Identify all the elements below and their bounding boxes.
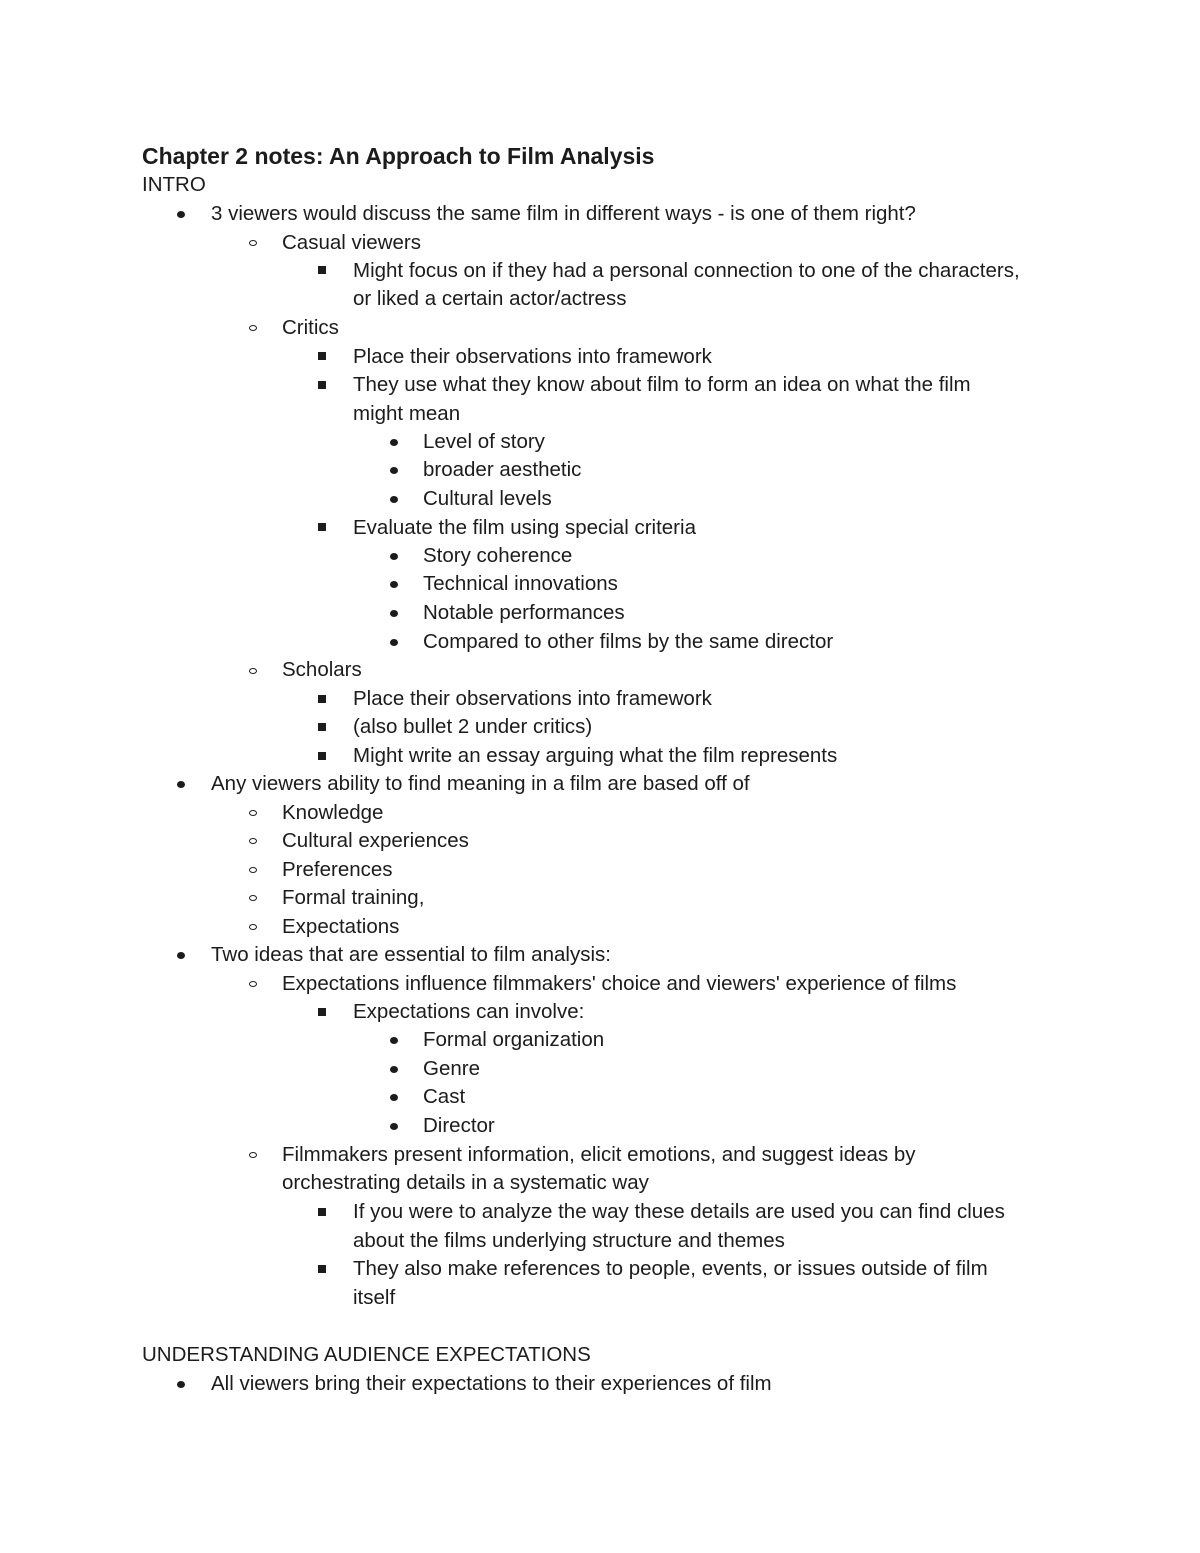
bullet-square-icon — [318, 266, 326, 274]
list-item: Might focus on if they had a personal connection to one of the characters, — [353, 259, 1020, 282]
list-item: Expectations influence filmmakers' choice and viewers' experience of films — [282, 972, 957, 995]
bullet-disc-icon — [177, 952, 185, 959]
list-item: Formal training, — [282, 886, 425, 909]
list-item: If you were to analyze the way these details are used you can find clues — [353, 1200, 1005, 1223]
list-item: Place their observations into framework — [353, 345, 712, 368]
list-item: Director — [423, 1114, 495, 1137]
bullet-square-icon — [318, 381, 326, 389]
bullet-circle-icon — [249, 1152, 257, 1158]
bullet-circle-icon — [249, 981, 257, 987]
list-item: Level of story — [423, 430, 545, 453]
bullet-disc-icon — [177, 781, 185, 788]
list-item: Story coherence — [423, 544, 573, 567]
bullet-circle-icon — [249, 838, 257, 844]
list-item: Place their observations into framework — [353, 687, 712, 710]
bullet-disc-icon — [390, 610, 398, 617]
list-item: Expectations can involve: — [353, 1000, 585, 1023]
list-item: Casual viewers — [282, 231, 421, 254]
bullet-square-icon — [318, 1208, 326, 1216]
bullet-circle-icon — [249, 924, 257, 930]
bullet-square-icon — [318, 723, 326, 731]
bullet-circle-icon — [249, 895, 257, 901]
list-item: They use what they know about film to form an idea on what the film — [353, 373, 971, 396]
bullet-circle-icon — [249, 810, 257, 816]
list-item: Technical innovations — [423, 572, 618, 595]
bullet-disc-icon — [390, 553, 398, 560]
bullet-disc-icon — [390, 467, 398, 474]
bullet-square-icon — [318, 352, 326, 360]
list-item-continuation: or liked a certain actor/actress — [353, 287, 627, 310]
list-item: Cultural levels — [423, 487, 552, 510]
list-item-continuation: about the films underlying structure and themes — [353, 1229, 785, 1252]
bullet-square-icon — [318, 752, 326, 760]
list-item: Compared to other films by the same director — [423, 630, 834, 653]
bullet-circle-icon — [249, 240, 257, 246]
list-item: Notable performances — [423, 601, 625, 624]
list-item: Might write an essay arguing what the film represents — [353, 744, 838, 767]
list-item-continuation: itself — [353, 1286, 396, 1309]
bullet-disc-icon — [390, 1037, 398, 1044]
list-item-continuation: orchestrating details in a systematic way — [282, 1171, 649, 1194]
list-item: Formal organization — [423, 1028, 605, 1051]
list-item: Genre — [423, 1057, 480, 1080]
list-item-continuation: might mean — [353, 402, 461, 425]
list-item: They also make references to people, events, or issues outside of film — [353, 1257, 988, 1280]
list-item: Filmmakers present information, elicit emotions, and suggest ideas by — [282, 1143, 916, 1166]
list-item: Expectations — [282, 915, 400, 938]
list-item: Evaluate the film using special criteria — [353, 516, 696, 539]
list-item: Any viewers ability to find meaning in a film are based off of — [211, 772, 750, 795]
list-item: Cultural experiences — [282, 829, 469, 852]
bullet-square-icon — [318, 1265, 326, 1273]
list-item: Critics — [282, 316, 339, 339]
list-item: Preferences — [282, 858, 393, 881]
bullet-disc-icon — [390, 1066, 398, 1073]
document-title: Chapter 2 notes: An Approach to Film Analysis — [142, 143, 655, 169]
list-item: 3 viewers would discuss the same film in different ways - is one of them right? — [211, 202, 916, 225]
section-heading-intro: INTRO — [142, 173, 206, 196]
list-item: Cast — [423, 1085, 466, 1108]
bullet-circle-icon — [249, 325, 257, 331]
list-item: broader aesthetic — [423, 458, 582, 481]
bullet-square-icon — [318, 695, 326, 703]
bullet-circle-icon — [249, 867, 257, 873]
bullet-disc-icon — [177, 211, 185, 218]
list-item: (also bullet 2 under critics) — [353, 715, 593, 738]
bullet-disc-icon — [390, 581, 398, 588]
bullet-disc-icon — [390, 1123, 398, 1130]
list-item: All viewers bring their expectations to their experiences of film — [211, 1372, 772, 1395]
bullet-square-icon — [318, 523, 326, 531]
bullet-circle-icon — [249, 668, 257, 674]
bullet-disc-icon — [390, 496, 398, 503]
bullet-disc-icon — [390, 1094, 398, 1101]
list-item: Scholars — [282, 658, 362, 681]
section-heading-audience-expectations: UNDERSTANDING AUDIENCE EXPECTATIONS — [142, 1343, 591, 1366]
list-item: Two ideas that are essential to film analysis: — [211, 943, 611, 966]
bullet-disc-icon — [390, 439, 398, 446]
bullet-square-icon — [318, 1008, 326, 1016]
bullet-disc-icon — [390, 639, 398, 646]
list-item: Knowledge — [282, 801, 384, 824]
bullet-disc-icon — [177, 1381, 185, 1388]
